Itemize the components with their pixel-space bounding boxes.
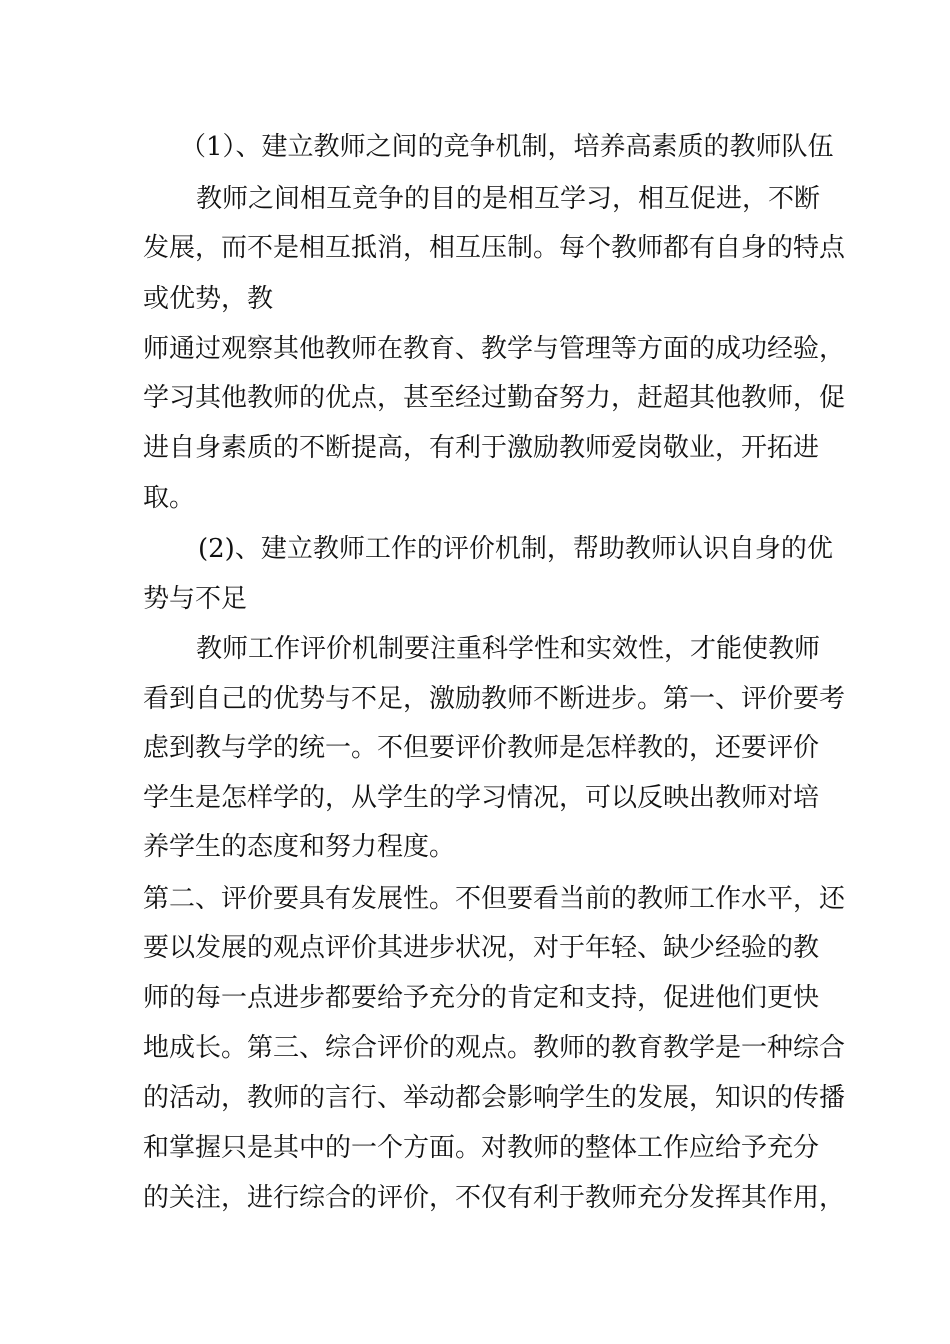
paragraph-line: 进自身素质的不断提高，有利于激励教师爱岗敬业，开拓进	[143, 433, 820, 463]
paragraph-line: 取。	[143, 483, 196, 513]
paragraph-line: 要以发展的观点评价其进步状况，对于年轻、缺少经验的教	[143, 933, 820, 963]
paragraph-line: 教师工作评价机制要注重科学性和实效性，才能使教师	[196, 634, 821, 664]
paragraph-line: 的关注，进行综合的评价，不仅有利于教师充分发挥其作用，	[143, 1183, 846, 1213]
paragraph-line: 师通过观察其他教师在教育、教学与管理等方面的成功经验，	[143, 334, 846, 364]
paragraph-line: 师的每一点进步都要给予充分的肯定和支持，促进他们更快	[143, 983, 820, 1013]
paragraph-line: 虑到教与学的统一。不但要评价教师是怎样教的，还要评价	[143, 733, 820, 763]
paragraph-line: 发展，而不是相互抵消，相互压制。每个教师都有自身的特点	[143, 233, 846, 263]
paragraph-line: 教师之间相互竞争的目的是相互学习，相互促进，不断	[196, 184, 821, 214]
heading-1: （1）、建立教师之间的竞争机制，培养高素质的教师队伍	[180, 132, 834, 162]
paragraph-line: 或优势，教	[143, 284, 274, 314]
paragraph-line: 学生是怎样学的，从学生的学习情况，可以反映出教师对培	[143, 783, 820, 813]
paragraph-line: 和掌握只是其中的一个方面。对教师的整体工作应给予充分	[143, 1133, 820, 1163]
paragraph-line: 看到自己的优势与不足，激励教师不断进步。第一、评价要考	[143, 684, 846, 714]
heading-2-continued: 势与不足	[143, 584, 248, 614]
paragraph-line: 的活动，教师的言行、举动都会影响学生的发展，知识的传播	[143, 1083, 846, 1113]
paragraph-line: 养学生的态度和努力程度。	[143, 832, 456, 862]
heading-2: (2)、建立教师工作的评价机制，帮助教师认识自身的优	[198, 534, 833, 564]
paragraph-line: 地成长。第三、综合评价的观点。教师的教育教学是一种综合	[143, 1033, 846, 1063]
paragraph-line: 学习其他教师的优点，甚至经过勤奋努力，赶超其他教师，促	[143, 383, 846, 413]
paragraph-line: 第二、评价要具有发展性。不但要看当前的教师工作水平，还	[143, 884, 846, 914]
